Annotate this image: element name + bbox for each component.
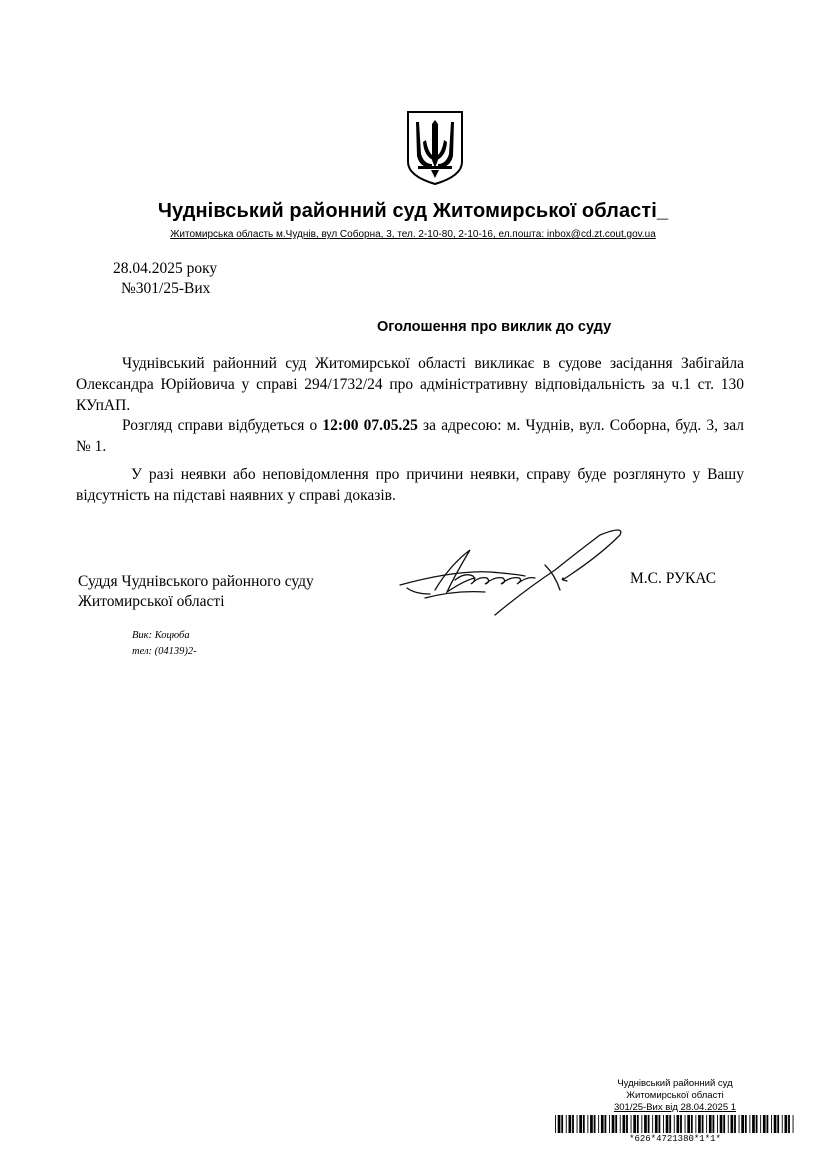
barcode-bar [782,1115,783,1133]
announcement-title: Оголошення про виклик до суду [377,319,612,335]
hearing-text-before: Розгляд справи відбудеться о [122,417,323,434]
barcode-bar [777,1115,779,1133]
barcode-bar [680,1115,682,1133]
barcode-bar [555,1115,556,1133]
barcode-bar [752,1115,755,1133]
judge-title-line1: Суддя Чуднівського районного суду [78,573,314,590]
registration-stamp [560,1078,790,1114]
court-address: Житомирська область м.Чуднів, вул Соборна, 3, тел. 2-10-80, 2-10-16, ел.пошта: inbox@cd.zt.cout.gov.ua [170,229,656,240]
hearing-text-after: за адресою: м. Чуднів, вул. Соборна, буд. 3, зал № 1. [76,417,744,455]
barcode-bar [626,1115,628,1133]
trident-emblem-icon [406,110,464,186]
barcode-bar [698,1115,701,1133]
barcode-bar [641,1115,642,1133]
barcode-bar [767,1115,769,1133]
barcode-bar [723,1115,725,1133]
barcode-bar [687,1115,690,1133]
paragraph-summons-text: Чуднівський районний суд Житомирської області викликає в судове засідання Забігайла Олександра Юрійовича у справі 294/1732/24 про адміністративну відповідальність за ч.1 ст. 130 КУпАП. [76,355,744,414]
barcode [555,1115,795,1133]
stamp-number: 301/25-Вих від 28.04.2025 1 [613,1102,737,1113]
barcode-bar [609,1115,610,1133]
barcode-bar [659,1115,661,1133]
barcode-bar [648,1115,650,1133]
executor-info [132,628,197,660]
barcode-bar [577,1115,578,1133]
barcode-bar [709,1115,712,1133]
barcode-bar [745,1115,747,1133]
barcode-bar [655,1115,658,1133]
barcode-bar [569,1115,572,1133]
barcode-bar [728,1115,729,1133]
barcode-bar [598,1115,599,1133]
barcode-bar [644,1115,647,1133]
barcode-bar [741,1115,744,1133]
barcode-bar [633,1115,636,1133]
barcode-bar [637,1115,639,1133]
barcode-bar [793,1115,794,1133]
barcode-bar [587,1115,588,1133]
barcode-bar [685,1115,686,1133]
barcode-bar [583,1115,585,1133]
outgoing-number: №301/25-Вих [121,280,211,297]
barcode-bar [623,1115,626,1133]
barcode-bar [717,1115,718,1133]
stamp-court: Чуднівський районний суд [617,1078,733,1089]
barcode-bar [558,1115,561,1133]
barcode-bar [774,1115,777,1133]
barcode-bar [631,1115,632,1133]
barcode-bar [620,1115,621,1133]
document-date: 28.04.2025 року [113,260,218,277]
barcode-bar [594,1115,596,1133]
barcode-bar [605,1115,607,1133]
barcode-bar [702,1115,704,1133]
hearing-datetime: 12:00 07.05.25 [322,417,418,434]
barcode-bar [663,1115,664,1133]
executor-name: Вик: Коцюба [132,630,190,641]
paragraph-absence-text: У разі неявки або неповідомлення про причини неявки, справу буде розглянуто у Вашу відсутність на підставі наявних у справі доказів. [76,466,744,504]
barcode-bar [674,1115,675,1133]
barcode-bar [739,1115,740,1133]
judge-title [78,572,314,612]
barcode-bar [731,1115,734,1133]
barcode-bar [788,1115,790,1133]
court-name: Чуднівський районний суд Житомирської області_ [157,200,669,222]
barcode-bar [771,1115,772,1133]
barcode-bar [785,1115,788,1133]
barcode-bar [695,1115,696,1133]
barcode-bar [601,1115,604,1133]
barcode-bar [749,1115,750,1133]
barcode-bar [561,1115,563,1133]
barcode-bar [713,1115,715,1133]
barcode-bar [572,1115,574,1133]
barcode-bar [691,1115,693,1133]
barcode-bar [579,1115,582,1133]
barcode-bar [666,1115,669,1133]
paragraph-summons [76,353,744,416]
barcode-bar [652,1115,653,1133]
barcode-text: *626*4721380*1*1* [629,1134,721,1144]
barcode-bar [734,1115,736,1133]
barcode-bar [677,1115,680,1133]
paragraph-absence [76,464,744,506]
barcode-bar [763,1115,766,1133]
executor-phone: тел: (04139)2- [132,646,197,657]
barcode-bar [612,1115,615,1133]
stamp-region: Житомирської області [626,1090,724,1101]
paragraph-hearing [76,415,744,457]
barcode-bar [760,1115,761,1133]
judge-title-line2: Житомирської області [78,593,225,610]
handwritten-signature [395,520,635,620]
barcode-bar [590,1115,593,1133]
barcode-bar [706,1115,707,1133]
barcode-bar [720,1115,723,1133]
judge-name: М.С. РУКАС [630,570,717,587]
barcode-bar [756,1115,758,1133]
barcode-bar [615,1115,617,1133]
barcode-bar [669,1115,671,1133]
barcode-bar [566,1115,567,1133]
